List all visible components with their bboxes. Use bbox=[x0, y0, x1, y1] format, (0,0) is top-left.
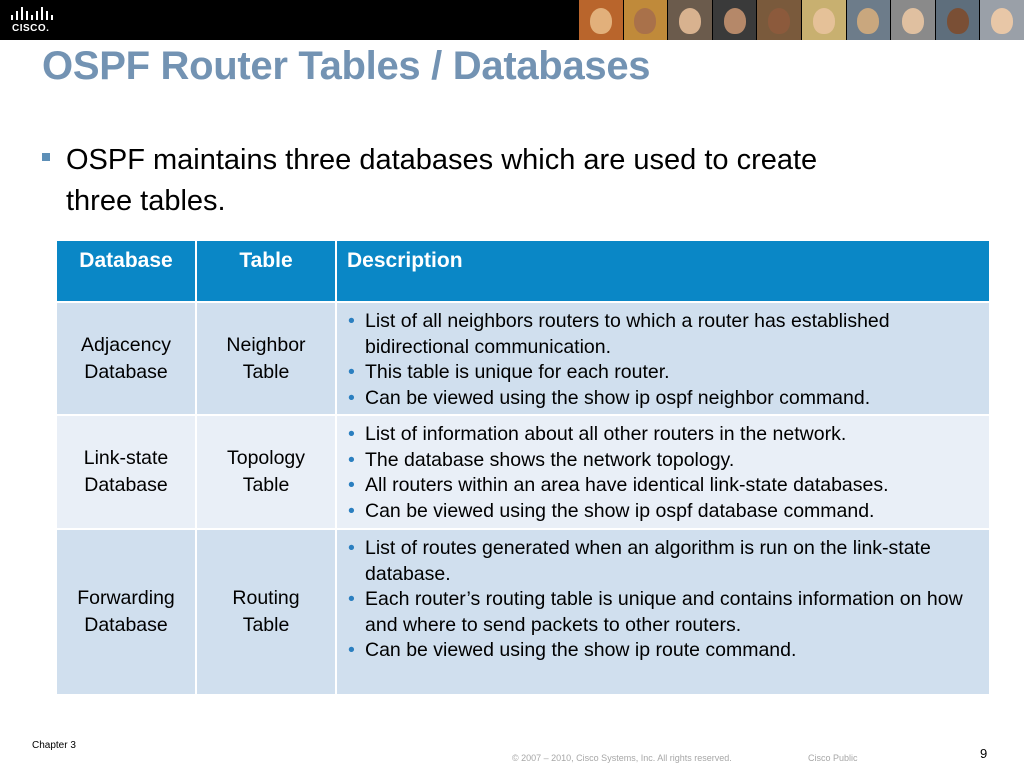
footer-classification: Cisco Public bbox=[808, 753, 858, 763]
database-name-line: Adjacency bbox=[81, 333, 171, 356]
description-cell bbox=[336, 529, 990, 695]
description-item: • Each router’s routing table is unique and contains information on how and where to send packets to other routers. bbox=[345, 587, 981, 638]
description-item: • This table is unique for each router. bbox=[345, 360, 981, 386]
person-icon bbox=[991, 8, 1013, 34]
cisco-logo-text: CISCO. bbox=[12, 23, 50, 34]
person-icon bbox=[813, 8, 835, 34]
cisco-logo bbox=[8, 4, 60, 36]
database-name-line: Database bbox=[84, 474, 168, 496]
person-icon bbox=[857, 8, 879, 34]
table-name-line: Topology bbox=[226, 447, 306, 469]
description-item: • Can be viewed using the show ip route command. bbox=[345, 638, 981, 664]
description-item: • Can be viewed using the show ip ospf database command. bbox=[345, 499, 981, 525]
slide-bullet-text bbox=[66, 140, 972, 222]
table-name-line: Table bbox=[242, 614, 290, 636]
header-photo bbox=[623, 0, 668, 40]
description-item: • All routers within an area have identical link-state databases. bbox=[345, 473, 981, 499]
ospf-database-table bbox=[55, 239, 991, 696]
table-name-line: Neighbor bbox=[226, 333, 306, 356]
person-icon bbox=[634, 8, 656, 34]
table-name-line: Table bbox=[242, 474, 290, 496]
table-row bbox=[56, 302, 990, 415]
footer-copyright: © 2007 – 2010, Cisco Systems, Inc. All rights reserved. bbox=[512, 753, 732, 763]
table-cell bbox=[196, 529, 336, 695]
footer-chapter: Chapter 3 bbox=[32, 740, 76, 751]
database-cell bbox=[56, 529, 196, 695]
description-cell bbox=[336, 415, 990, 529]
header-photo bbox=[578, 0, 623, 40]
description-item: • List of all neighbors routers to which a router has established bidirectional communication. bbox=[345, 309, 981, 360]
header-photo-strip bbox=[578, 0, 1024, 40]
person-icon bbox=[679, 8, 701, 34]
description-cell bbox=[336, 302, 990, 415]
person-icon bbox=[902, 8, 924, 34]
header-photo bbox=[846, 0, 891, 40]
description-item: • List of information about all other routers in the network. bbox=[345, 422, 981, 448]
table-header-row bbox=[56, 240, 990, 302]
header-photo bbox=[756, 0, 801, 40]
person-icon bbox=[947, 8, 969, 34]
header-description: Description bbox=[336, 240, 990, 302]
description-item: • The database shows the network topology. bbox=[345, 448, 981, 474]
cisco-bars-icon bbox=[10, 6, 58, 22]
bullet-text-line-1: OSPF maintains three databases which are used to create bbox=[66, 144, 818, 176]
table-cell bbox=[196, 302, 336, 415]
person-icon bbox=[590, 8, 612, 34]
description-list bbox=[345, 309, 981, 411]
header-photo bbox=[667, 0, 712, 40]
person-icon bbox=[724, 8, 746, 34]
database-cell bbox=[56, 415, 196, 529]
header-photo bbox=[712, 0, 757, 40]
database-name-line: Link-state bbox=[83, 447, 169, 469]
table-cell bbox=[196, 415, 336, 529]
header-photo bbox=[935, 0, 980, 40]
table-row bbox=[56, 529, 990, 695]
slide-bullet bbox=[42, 140, 972, 222]
bullet-text-line-2: three tables. bbox=[66, 185, 226, 217]
database-name-line: Database bbox=[84, 614, 168, 636]
square-bullet-icon bbox=[42, 153, 50, 161]
header-photo bbox=[890, 0, 935, 40]
header-photo bbox=[979, 0, 1024, 40]
table-row bbox=[56, 415, 990, 529]
header-photo bbox=[801, 0, 846, 40]
description-item: • Can be viewed using the show ip ospf neighbor command. bbox=[345, 386, 981, 412]
person-icon bbox=[768, 8, 790, 34]
header-banner bbox=[0, 0, 1024, 40]
description-list bbox=[345, 422, 981, 524]
header-database: Database bbox=[56, 240, 196, 302]
description-list bbox=[345, 536, 981, 664]
description-item: • List of routes generated when an algorithm is run on the link-state database. bbox=[345, 536, 981, 587]
database-name-line: Forwarding bbox=[77, 587, 175, 609]
database-cell bbox=[56, 302, 196, 415]
slide-title: OSPF Router Tables / Databases bbox=[42, 44, 651, 88]
header-table: Table bbox=[196, 240, 336, 302]
table-name-line: Routing bbox=[232, 587, 300, 609]
page-number: 9 bbox=[980, 746, 988, 761]
database-name-line: Database bbox=[84, 360, 168, 383]
table-name-line: Table bbox=[242, 360, 290, 383]
